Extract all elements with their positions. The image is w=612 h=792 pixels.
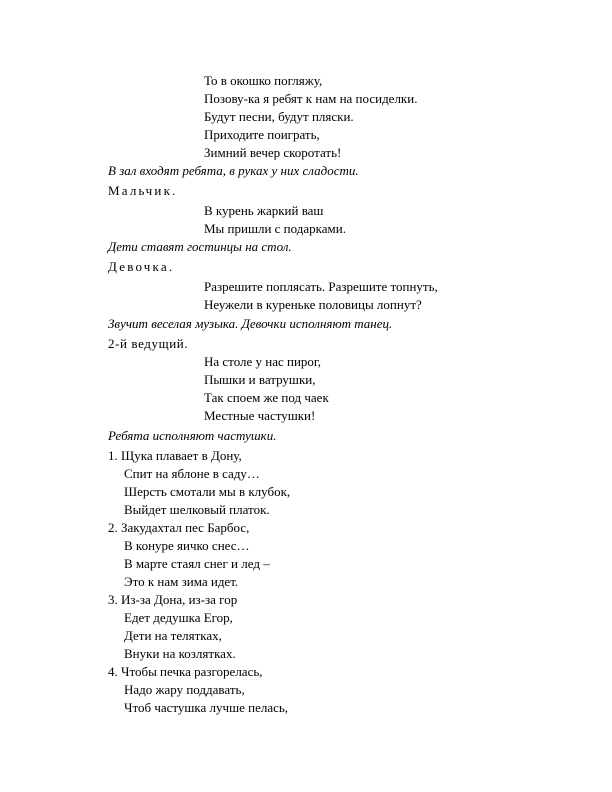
chastushka-line: Внуки на козлятках. <box>124 646 236 661</box>
verse-line: То в окошко погляжу, <box>204 73 323 88</box>
verse-line: Местные частушки! <box>204 408 316 423</box>
speaker-name: Мальчик. <box>108 183 178 198</box>
stage-direction: Звучит веселая музыка. Девочки исполняют танец. <box>108 316 393 331</box>
verse-line: Зимний вечер скоротать! <box>204 145 342 160</box>
chastushka-line: Едет дедушка Егор, <box>124 610 233 625</box>
verse-line: На столе у нас пирог, <box>204 354 322 369</box>
chastushka-line: Чтоб частушка лучше пелась, <box>124 700 289 715</box>
verse-line: Приходите поиграть, <box>204 127 320 142</box>
verse-line: Так споем же под чаек <box>204 390 329 405</box>
verse-line: В курень жаркий ваш <box>204 203 324 218</box>
verse-line: Пышки и ватрушки, <box>204 372 316 387</box>
chastushka-line: 3. Из-за Дона, из-за гор <box>108 592 238 607</box>
chastushka-line: Это к нам зима идет. <box>124 574 239 589</box>
stage-direction: Ребята исполняют частушки. <box>108 428 277 443</box>
stage-direction: В зал входят ребята, в руках у них сладости. <box>108 163 359 178</box>
chastushka-line: Спит на яблоне в саду… <box>124 466 260 481</box>
verse-line: Будут песни, будут пляски. <box>204 109 354 124</box>
stage-direction: Дети ставят гостинцы на стол. <box>108 239 292 254</box>
chastushka-line: Выйдет шелковый платок. <box>124 502 270 517</box>
speaker-name: 2-й ведущий. <box>108 336 189 351</box>
chastushka-line: Шерсть смотали мы в клубок, <box>124 484 291 499</box>
chastushka-line: 4. Чтобы печка разгорелась, <box>108 664 263 679</box>
verse-line: Разрешите поплясать. Разрешите топнуть, <box>204 279 438 294</box>
chastushka-line: 2. Закудахтал пес Барбос, <box>108 520 250 535</box>
chastushka-line: 1. Щука плавает в Дону, <box>108 448 242 463</box>
chastushka-line: Дети на телятках, <box>124 628 222 643</box>
verse-line: Мы пришли с подарками. <box>204 221 346 236</box>
chastushka-line: Надо жару поддавать, <box>124 682 245 697</box>
speaker-name: Девочка. <box>108 259 175 274</box>
chastushka-line: В конуре яичко снес… <box>124 538 250 553</box>
verse-line: Неужели в куреньке половицы лопнут? <box>204 297 422 312</box>
chastushka-line: В марте стаял снег и лед – <box>124 556 270 571</box>
verse-line: Позову-ка я ребят к нам на посиделки. <box>204 91 418 106</box>
